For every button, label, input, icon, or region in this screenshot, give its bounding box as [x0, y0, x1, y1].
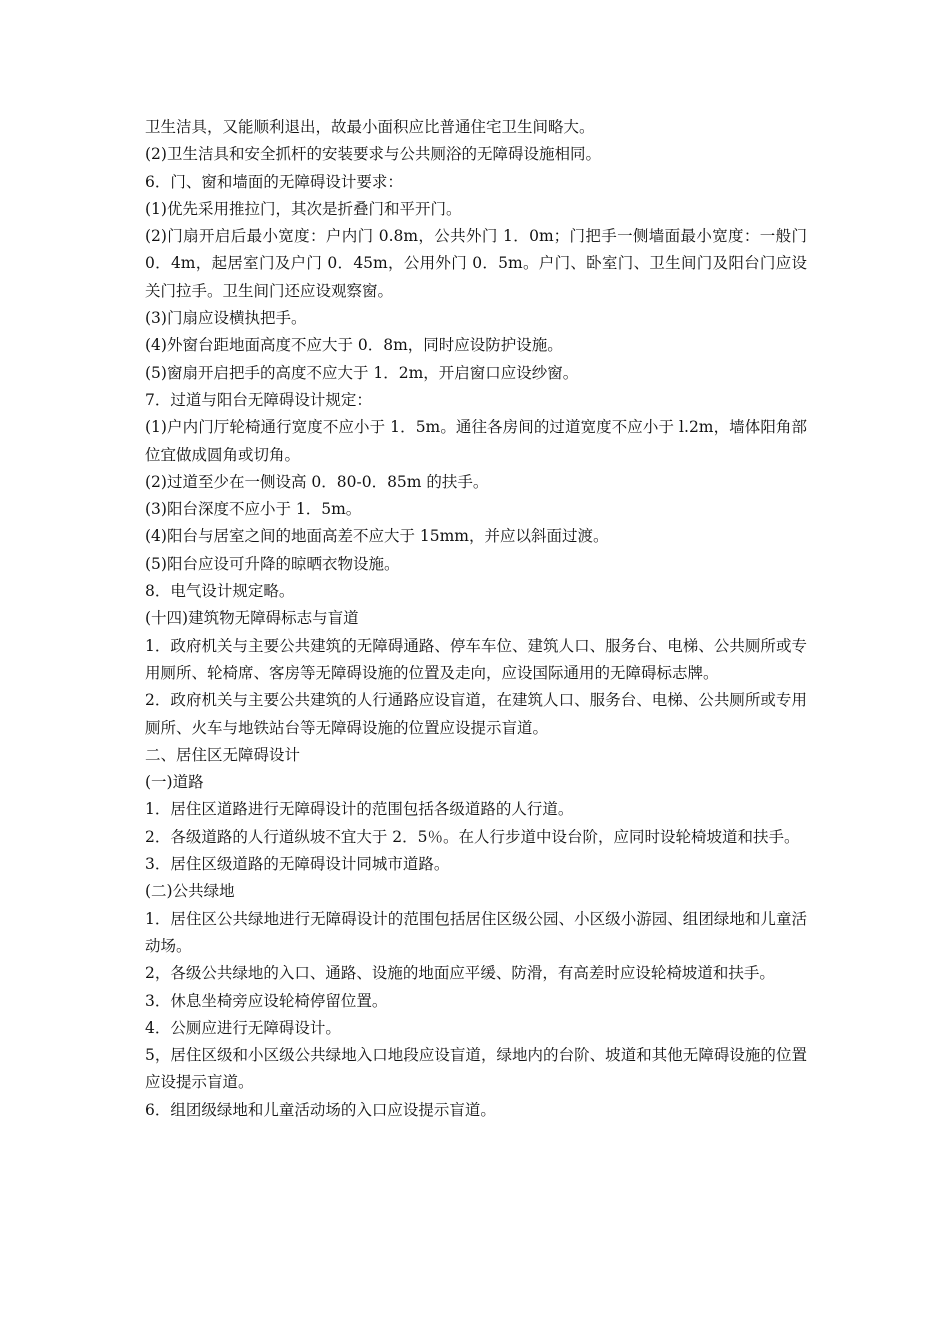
paragraph: (3)门扇应设横执把手。 — [145, 309, 307, 328]
paragraph: (4)外窗台距地面高度不应大于 0．8m，同时应设防护设施。 — [145, 336, 563, 355]
paragraph: 3．休息坐椅旁应设轮椅停留位置。 — [145, 991, 388, 1010]
section-heading: (十四)建筑物无障碍标志与盲道 — [145, 609, 359, 628]
paragraph: (1)户内门厅轮椅通行宽度不应小于 1．5m。通往各房间的过道宽度不应小于 l.2m，墙体阳角部位宜做成圆角或切角。 — [145, 418, 807, 464]
paragraph: 5，居住区级和小区级公共绿地入口地段应设盲道，绿地内的台阶、坡道和其他无障碍设施的位置应设提示盲道。 — [145, 1046, 807, 1092]
paragraph: 1．居住区公共绿地进行无障碍设计的范围包括居住区级公园、小区级小游园、组团绿地和儿童活动场。 — [145, 909, 807, 955]
paragraph: 卫生洁具，又能顺利退出，故最小面积应比普通住宅卫生间略大。 — [145, 118, 595, 136]
paragraph: (1)优先采用推拉门，其次是折叠门和平开门。 — [145, 199, 462, 218]
chapter-heading: 二、居住区无障碍设计 — [145, 745, 301, 764]
paragraph: (5)窗扇开启把手的高度不应大于 1．2m，开启窗口应设纱窗。 — [145, 363, 579, 382]
paragraph: (4)阳台与居室之间的地面高差不应大于 15mm，并应以斜面过渡。 — [145, 527, 609, 546]
paragraph: (2)过道至少在一侧设高 0．80-0．85m 的扶手。 — [145, 472, 489, 491]
paragraph: (2)门扇开启后最小宽度：户内门 0.8m，公共外门 1．0m；门把手一侧墙面最小宽度：一般门 0．4m，起居室门及户门 0．45m，公用外门 0．5m。户门、卧室门、卫生间门及阳台门应设关门拉手。卫生间门还应设观察窗。 — [145, 227, 807, 300]
paragraph: 6．组团级绿地和儿童活动场的入口应设提示盲道。 — [145, 1100, 496, 1119]
paragraph: 1．居住区道路进行无障碍设计的范围包括各级道路的人行道。 — [145, 800, 574, 819]
section-heading: 6．门、窗和墙面的无障碍设计要求： — [145, 172, 403, 191]
section-heading: 8．电气设计规定略。 — [145, 582, 295, 601]
paragraph: 2．各级道路的人行道纵坡不宜大于 2．5％。在人行步道中设台阶，应同时设轮椅坡道和扶手。 — [145, 827, 800, 846]
document-body — [145, 114, 807, 1124]
paragraph: (3)阳台深度不应小于 1．5m。 — [145, 500, 362, 519]
paragraph: 4．公厕应进行无障碍设计。 — [145, 1018, 341, 1037]
paragraph: (5)阳台应设可升降的晾晒衣物设施。 — [145, 554, 400, 573]
paragraph: 3．居住区级道路的无障碍设计同城市道路。 — [145, 855, 450, 874]
paragraph: 2．政府机关与主要公共建筑的人行通路应设盲道，在建筑人口、服务台、电梯、公共厕所或专用厕所、火车与地铁站台等无障碍设施的位置应设提示盲道。 — [145, 691, 807, 737]
section-heading: (二)公共绿地 — [145, 882, 235, 901]
paragraph: 2，各级公共绿地的入口、通路、设施的地面应平缓、防滑，有高差时应设轮椅坡道和扶手。 — [145, 964, 775, 983]
section-heading: 7．过道与阳台无障碍设计规定： — [145, 390, 372, 409]
paragraph: (2)卫生洁具和安全抓杆的安装要求与公共厕浴的无障碍设施相同。 — [145, 145, 601, 164]
paragraph: 1．政府机关与主要公共建筑的无障碍通路、停车车位、建筑人口、服务台、电梯、公共厕所或专用厕所、轮椅席、客房等无障碍设施的位置及走向，应设国际通用的无障碍标志牌。 — [145, 636, 807, 682]
section-heading: (一)道路 — [145, 773, 204, 792]
